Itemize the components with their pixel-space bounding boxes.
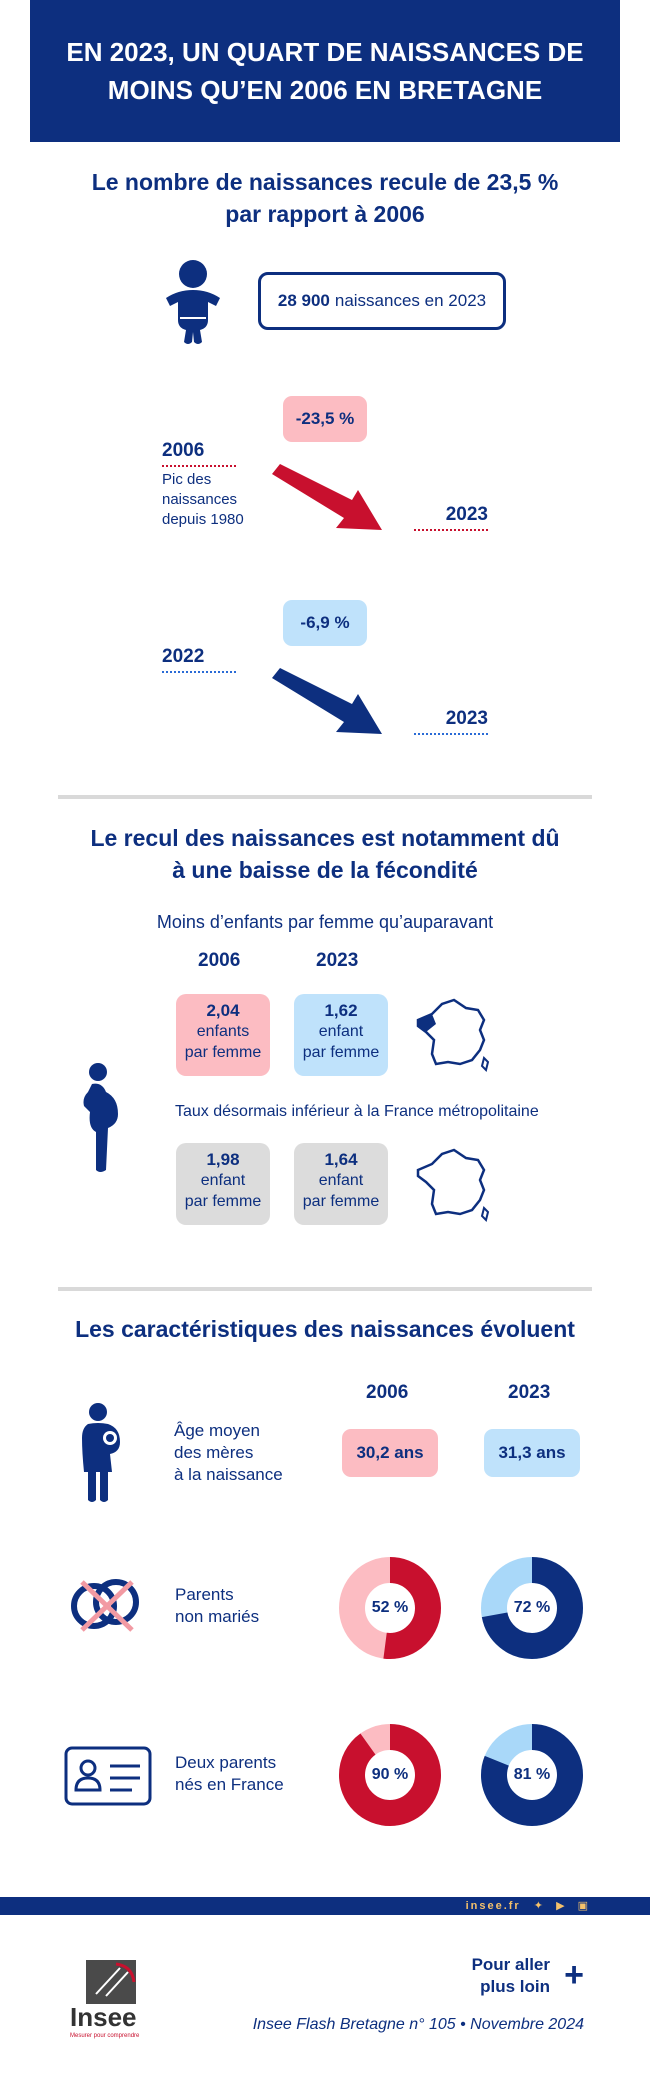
bretagne-rate-2023: 1,62 enfant par femme bbox=[294, 994, 388, 1076]
section3-title: Les caractéristiques des naissances évoluent bbox=[75, 1316, 575, 1342]
unmarried-label: Parents non mariés bbox=[175, 1585, 260, 1626]
year-2023-a: 2023 bbox=[414, 504, 488, 531]
fertility-year-2023: 2023 bbox=[316, 950, 359, 971]
age-2006: 30,2 ans bbox=[342, 1429, 438, 1477]
section2-title: Le recul des naissances est notamment dû à une baisse de la fécondité bbox=[90, 825, 560, 883]
donut-unmarried-2023 bbox=[480, 1556, 584, 1660]
born-france-label: Deux parents nés en France bbox=[175, 1753, 284, 1794]
france-caption: Taux désormais inférieur à la France métropolitaine bbox=[175, 1103, 539, 1120]
youtube-icon[interactable]: ▶ bbox=[556, 1900, 567, 1912]
donut-born-2023-label: 81 % bbox=[513, 1766, 551, 1783]
twitter-icon[interactable]: ✦ bbox=[533, 1900, 545, 1912]
mother-baby-icon bbox=[80, 1402, 124, 1504]
donut-unmarried-2023-label: 72 % bbox=[513, 1599, 551, 1616]
footer-links bbox=[466, 1897, 590, 1915]
arrow-down-red-icon bbox=[268, 462, 384, 532]
france-rate-2023: 1,64 enfant par femme bbox=[294, 1143, 388, 1225]
bretagne-rate-2006: 2,04 enfants par femme bbox=[176, 994, 270, 1076]
char-year-2006: 2006 bbox=[366, 1382, 409, 1403]
baby-icon bbox=[158, 258, 228, 346]
insee-tagline: Mesurer pour comprendre bbox=[70, 2033, 140, 2039]
france-map-bretagne-icon bbox=[414, 998, 490, 1072]
insee-logo-text: Insee bbox=[70, 2002, 137, 2032]
more-link[interactable]: Pour aller plus loin bbox=[471, 1955, 550, 1996]
fertility-subtitle: Moins d’enfants par femme qu’auparavant bbox=[156, 912, 494, 932]
donut-born-2006-label: 90 % bbox=[371, 1766, 409, 1783]
section1-title: Le nombre de naissances recule de 23,5 % par rapport à 2006 bbox=[91, 169, 559, 227]
france-rate-2006: 1,98 enfant par femme bbox=[176, 1143, 270, 1225]
france-map-icon bbox=[414, 1148, 490, 1222]
age-label: Âge moyen des mères à la naissance bbox=[174, 1421, 283, 1484]
year-2023-b: 2023 bbox=[414, 708, 488, 735]
linkedin-icon[interactable]: ▣ bbox=[577, 1900, 590, 1912]
page-header bbox=[30, 0, 620, 142]
fertility-year-2006: 2006 bbox=[198, 950, 241, 971]
births-count-box bbox=[258, 272, 506, 330]
plus-icon[interactable]: + bbox=[564, 1956, 584, 1994]
peak-note: Pic des naissances depuis 1980 bbox=[162, 471, 244, 528]
age-2023: 31,3 ans bbox=[484, 1429, 580, 1477]
births-number: 28 900 bbox=[277, 291, 330, 310]
year-2022: 2022 bbox=[162, 646, 236, 673]
rings-crossed-icon bbox=[68, 1572, 144, 1638]
insee-logo-icon bbox=[86, 1960, 136, 2004]
births-text: naissances en 2023 bbox=[334, 291, 487, 310]
divider bbox=[58, 795, 592, 799]
donut-unmarried-2006-label: 52 % bbox=[371, 1599, 409, 1616]
pregnant-woman-icon bbox=[78, 1062, 126, 1174]
donut-born-2023 bbox=[480, 1723, 584, 1827]
char-year-2023: 2023 bbox=[508, 1382, 551, 1403]
change-badge-2006: -23,5 % bbox=[283, 396, 367, 442]
insee-site-link[interactable]: insee.fr bbox=[465, 1900, 521, 1912]
id-card-icon bbox=[64, 1746, 152, 1806]
donut-unmarried-2006 bbox=[338, 1556, 442, 1660]
donut-born-2006 bbox=[338, 1723, 442, 1827]
change-badge-2022: -6,9 % bbox=[283, 600, 367, 646]
divider bbox=[58, 1287, 592, 1291]
year-2006: 2006 bbox=[162, 440, 236, 467]
page-title: EN 2023, UN QUART DE NAISSANCES DE MOINS QU’EN 2006 EN BRETAGNE bbox=[66, 37, 584, 105]
publication-ref: Insee Flash Bretagne n° 105 • Novembre 2024 bbox=[252, 2016, 584, 2033]
arrow-down-blue-icon bbox=[268, 666, 384, 736]
